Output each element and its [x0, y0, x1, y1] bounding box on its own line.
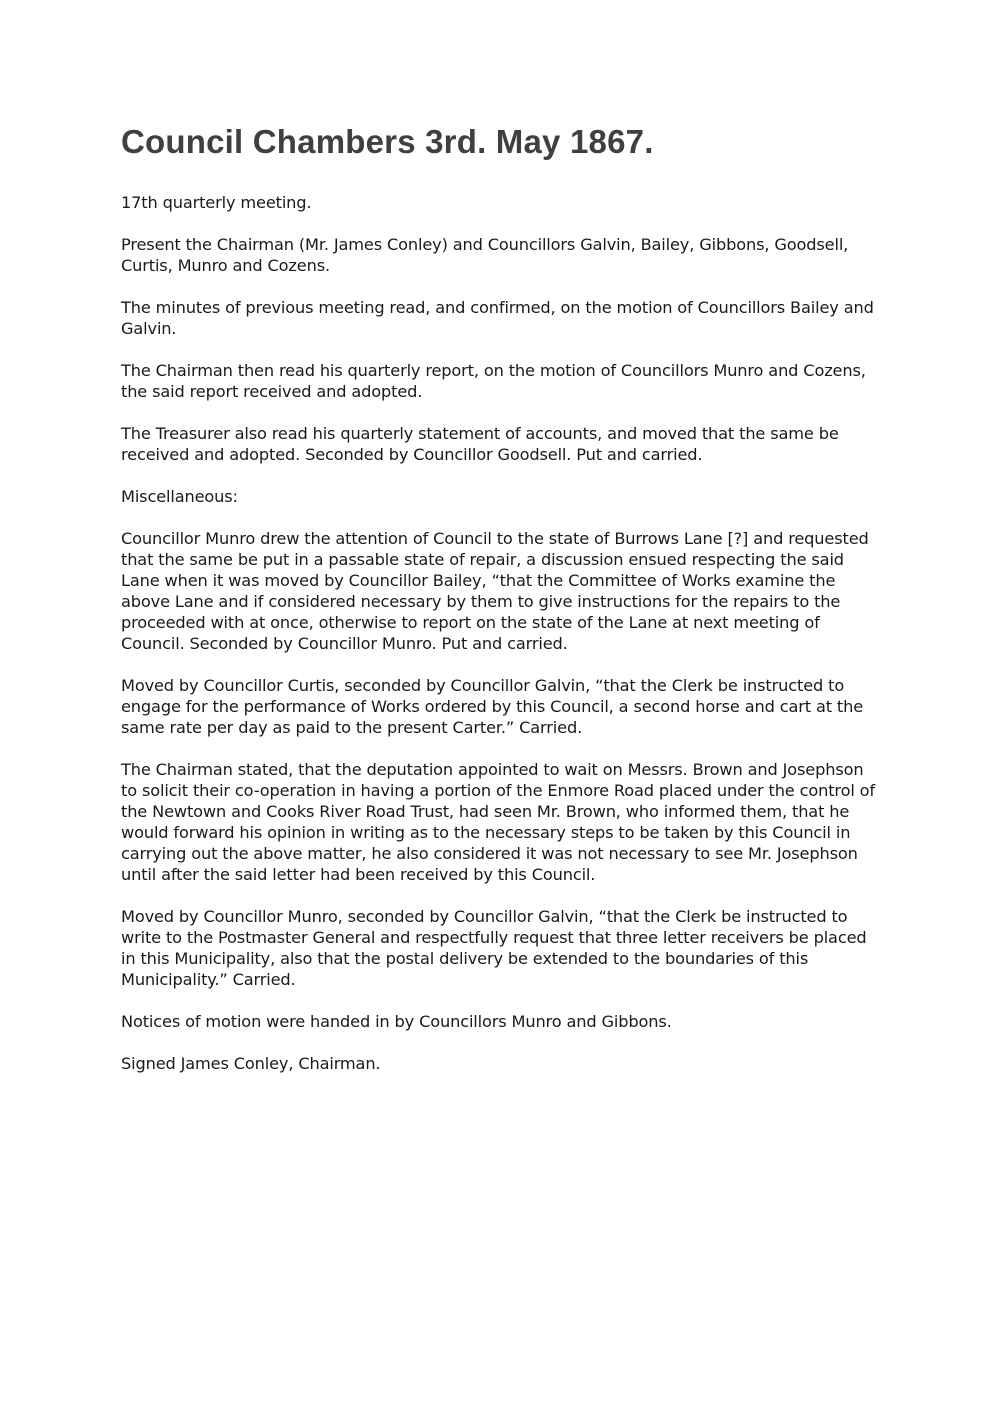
deputation-paragraph: The Chairman stated, that the deputation appointed to wait on Messrs. Brown and Josephson to solicit their co-operation in having a portion of the Enmore Road placed under the control of the Newtown and Cooks River Road Trust, had seen Mr. Brown, who informed them, that he would forward his opinion in writing as to the necessary steps to be taken by this Council in carrying out the above matter, he also considered it was not necessary to see Mr. Josephson until after the said letter had been received by this Council. [121, 760, 875, 884]
chairman-report-paragraph: The Chairman then read his quarterly report, on the motion of Councillors Munro and Cozens, the said report received and adopted. [121, 361, 866, 401]
attendance-paragraph: Present the Chairman (Mr. James Conley) and Councillors Galvin, Bailey, Gibbons, Goodsell, Curtis, Munro and Cozens. [121, 235, 849, 275]
document-page [121, 120, 881, 1095]
meeting-number: 17th quarterly meeting. [121, 193, 312, 212]
minutes-paragraph: The minutes of previous meeting read, and confirmed, on the motion of Councillors Bailey and Galvin. [121, 298, 874, 338]
horse-cart-motion-paragraph: Moved by Councillor Curtis, seconded by Councillor Galvin, “that the Clerk be instructed to engage for the performance of Works ordered by this Council, a second horse and cart at the same rate per day as paid to the present Carter.” Carried. [121, 676, 864, 737]
notices-paragraph: Notices of motion were handed in by Councillors Munro and Gibbons. [121, 1012, 672, 1031]
treasurer-paragraph: The Treasurer also read his quarterly statement of accounts, and moved that the same be received and adopted. Seconded by Councillor Goodsell. Put and carried. [121, 424, 839, 464]
burrows-lane-paragraph: Councillor Munro drew the attention of Council to the state of Burrows Lane [?] and requested that the same be put in a passable state of repair, a discussion ensued respecting the said Lane when it was moved by Councillor Bailey, “that the Committee of Works examine the above Lane and if considered necessary by them to give instructions for the repairs to the proceeded with at once, otherwise to report on the state of the Lane at next meeting of Council. Seconded by Councillor Munro. Put and carried. [121, 529, 869, 653]
section-heading-miscellaneous: Miscellaneous: [121, 487, 238, 506]
signature-line: Signed James Conley, Chairman. [121, 1054, 381, 1073]
postmaster-motion-paragraph: Moved by Councillor Munro, seconded by Councillor Galvin, “that the Clerk be instructed to write to the Postmaster General and respectfully request that three letter receivers be placed in this Municipality, also that the postal delivery be extended to the boundaries of this Municipality.” Carried. [121, 907, 867, 989]
page-title: Council Chambers 3rd. May 1867. [121, 123, 654, 160]
